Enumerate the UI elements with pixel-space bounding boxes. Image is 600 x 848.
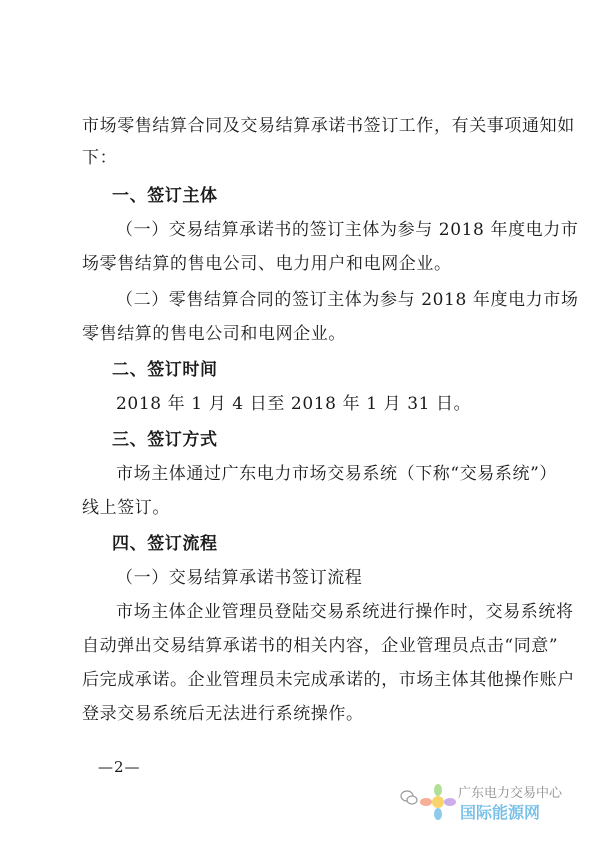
- subsection-heading: （一）交易结算承诺书签订流程: [116, 568, 363, 588]
- paragraph-line: 零售结算的售电公司和电网企业。: [82, 324, 346, 344]
- paragraph-line: （一）交易结算承诺书的签订主体为参与 2018 年度电力市: [116, 220, 579, 240]
- section-heading-2: 二、签订时间: [112, 360, 218, 380]
- paragraph-line: 市场零售结算合同及交易结算承诺书签订工作，有关事项通知如: [82, 116, 575, 136]
- paragraph-line: 登录交易系统后无法进行系统操作。: [82, 704, 364, 724]
- paragraph-line: 后完成承诺。企业管理员未完成承诺的，市场主体其他操作账户: [82, 670, 575, 690]
- paragraph-line: 2018 年 1 月 4 日至 2018 年 1 月 31 日。: [116, 394, 472, 414]
- paragraph-line: 市场主体企业管理员登陆交易系统进行操作时，交易系统将: [116, 602, 574, 622]
- paragraph-line: 下：: [82, 148, 118, 168]
- paragraph-line: 自动弹出交易结算承诺书的相关内容，企业管理员点击“同意”: [82, 636, 559, 656]
- page-number: —2—: [98, 758, 141, 776]
- sun-flower-logo-icon: [420, 784, 456, 824]
- section-heading-1: 一、签订主体: [112, 186, 218, 206]
- paragraph-line: 场零售结算的售电公司、电力用户和电网企业。: [82, 254, 452, 274]
- paragraph-line: 线上签订。: [82, 498, 170, 518]
- paragraph-line: （二）零售结算合同的签订主体为参与 2018 年度电力市场: [116, 290, 579, 310]
- section-heading-4: 四、签订流程: [112, 534, 218, 554]
- paragraph-line: 市场主体通过广东电力市场交易系统（下称“交易系统”）: [116, 464, 557, 484]
- watermark-text: 广东电力交易中心: [458, 786, 563, 801]
- section-heading-3: 三、签订方式: [112, 430, 218, 450]
- chat-bubble-icon: [400, 790, 418, 810]
- watermark-brand: 国际能源网: [460, 803, 541, 822]
- watermark: [400, 778, 590, 830]
